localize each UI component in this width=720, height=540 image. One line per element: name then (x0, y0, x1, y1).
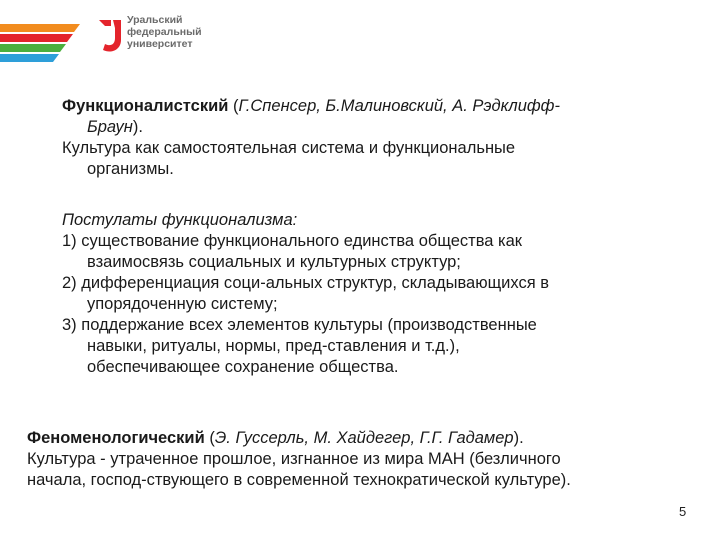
university-name (127, 14, 237, 50)
paren-close: ). (132, 118, 143, 136)
phenomenological-desc-1: Культура - утраченное прошлое, изгнанное из мира МАН (безличного (27, 450, 561, 468)
slide-number: 5 (679, 504, 687, 519)
postulate-3 (62, 315, 549, 336)
logo-line-1: Уральский (127, 14, 183, 26)
postulate-marker: 1) (62, 232, 77, 250)
paren-close: ). (513, 429, 524, 447)
paren-open: ( (204, 429, 215, 447)
phenomenological-authors: Э. Гуссерль, М. Хайдегер, Г.Г. Гадамер (214, 429, 514, 447)
postulate-1 (62, 231, 549, 252)
postulate-text: дифференциация соци-альных структур, складывающихся в (81, 274, 549, 292)
postulate-marker: 3) (62, 316, 77, 334)
functionalist-desc-2: организмы. (87, 160, 174, 178)
postulates-section (62, 210, 549, 378)
functionalist-section (62, 96, 560, 180)
postulate-3-cont-2: обеспечивающее сохранение общества. (87, 358, 399, 376)
brand-stripes (0, 22, 80, 62)
functionalist-desc-1: Культура как самостоятельная система и функциональные (62, 139, 516, 157)
phenomenological-desc-2: начала, господ-ствующего в современной технократической культуре). (27, 471, 571, 489)
phenomenological-section (27, 428, 571, 491)
functionalist-title-cont (62, 117, 560, 138)
logo-line-3: университет (127, 38, 193, 50)
functionalist-authors-cont: Браун (87, 118, 133, 136)
postulate-marker: 2) (62, 274, 77, 292)
postulates-heading: Постулаты функционализма: (62, 211, 298, 229)
functionalist-label: Функционалистский (62, 97, 229, 115)
functionalist-authors: Г.Спенсер, Б.Малиновский, А. Рэдклифф- (238, 97, 560, 115)
postulate-3-cont: навыки, ритуалы, нормы, пред-ставления и т.д.), (87, 337, 460, 355)
paren-open: ( (228, 97, 239, 115)
phenomenological-title (27, 428, 571, 449)
postulate-1-cont: взаимосвязь социальных и культурных структур; (87, 253, 461, 271)
logo-line-2: федеральный (127, 26, 202, 38)
university-logo-icon (97, 16, 123, 56)
functionalist-title (62, 96, 560, 117)
postulate-text: поддержание всех элементов культуры (производственные (81, 316, 537, 334)
phenomenological-label: Феноменологический (27, 429, 205, 447)
postulate-2-cont: упорядоченную систему; (87, 295, 278, 313)
postulate-text: существование функционального единства общества как (81, 232, 523, 250)
postulate-2 (62, 273, 549, 294)
